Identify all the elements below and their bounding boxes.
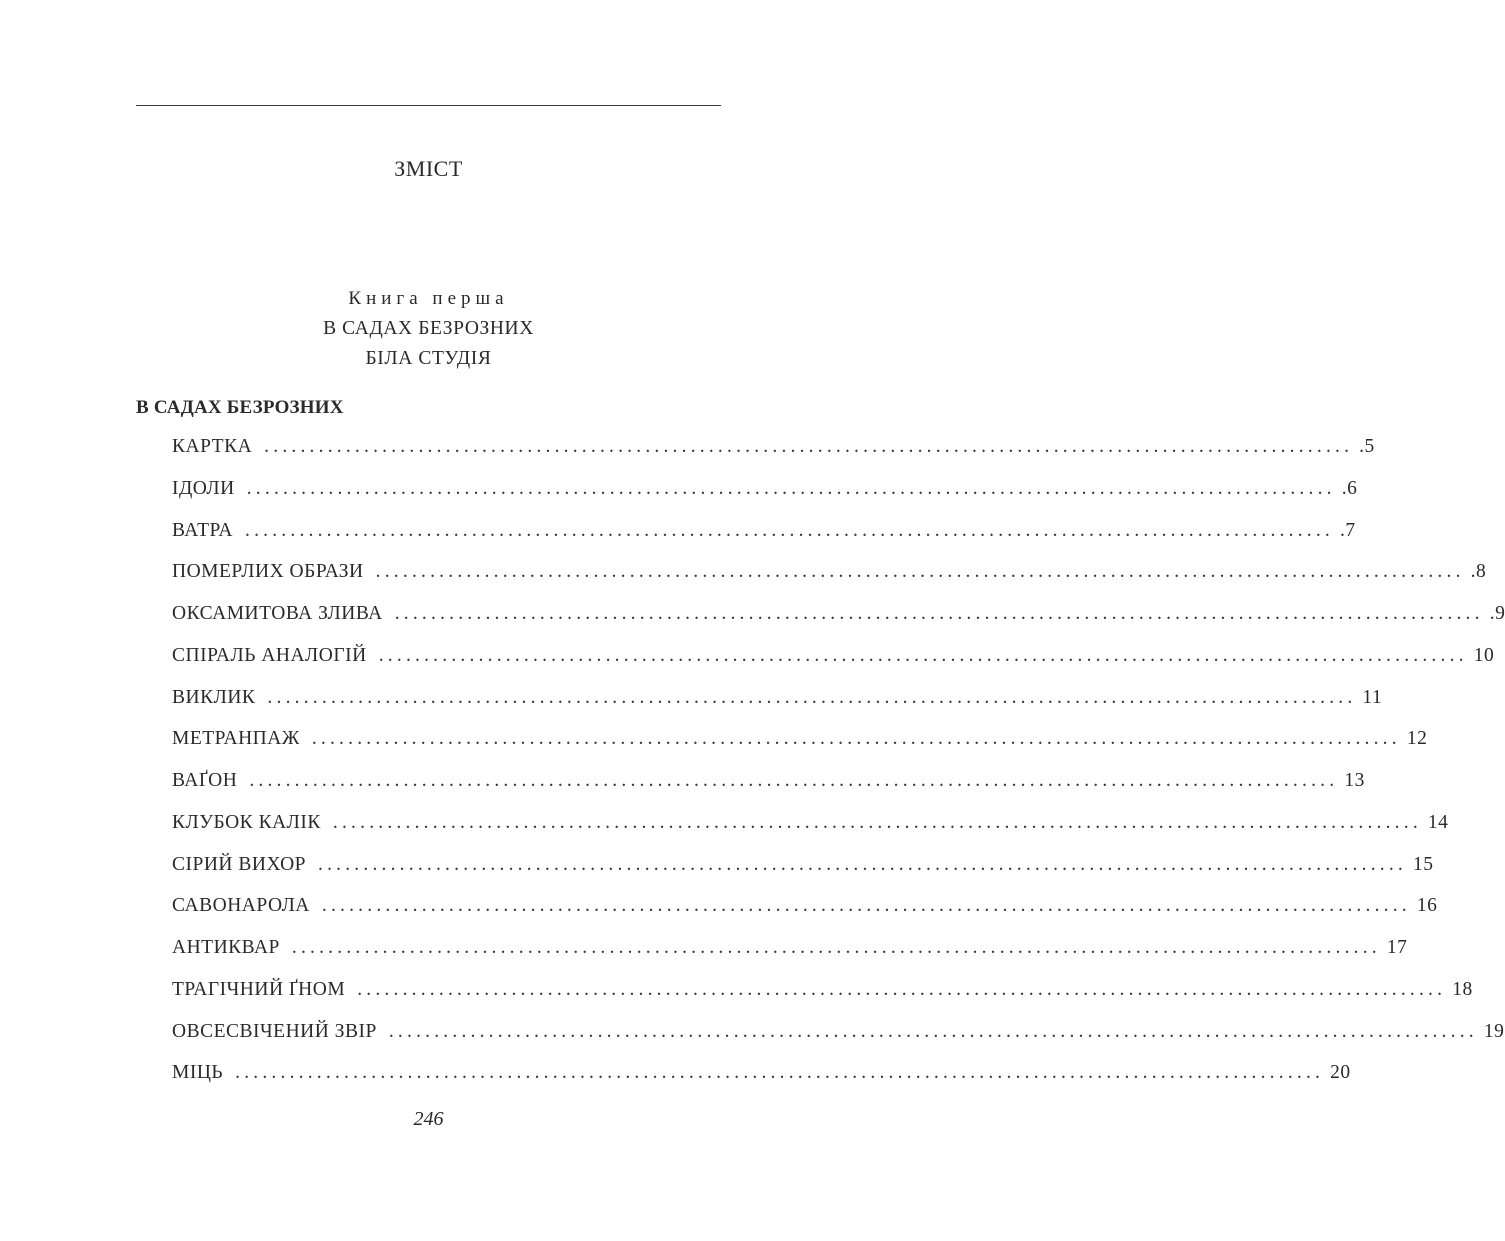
toc-entry[interactable] — [172, 644, 1495, 687]
dot-leader: ........................................................................................................................ — [388, 1020, 1478, 1042]
dot-leader: ........................................................................................................................ — [318, 853, 1407, 875]
dot-leader: ........................................................................................................................ — [267, 686, 1357, 708]
dot-leader: ........................................................................................................................ — [311, 728, 1401, 750]
toc-list — [172, 436, 1505, 1104]
dot-leader: ........................................................................................................................ — [249, 770, 1339, 791]
toc-entry[interactable] — [172, 603, 1505, 645]
toc-entry-page: .9 — [1489, 603, 1505, 624]
toc-entry-title: ТРАГІЧНИЙ ҐНОМ — [172, 978, 346, 1000]
toc-entry-title: АНТИКВАР — [172, 937, 280, 958]
book-label: Книга перша — [348, 288, 509, 309]
toc-entry[interactable] — [172, 686, 1383, 729]
toc-entry[interactable] — [172, 770, 1365, 812]
toc-entry-title: СПІРАЛЬ АНАЛОГІЙ — [172, 644, 367, 666]
toc-entry-page: .7 — [1340, 519, 1356, 541]
toc-entry-title: ВАТРА — [172, 519, 233, 541]
toc-entry-title: ІДОЛИ — [172, 477, 235, 499]
toc-entry-page: 13 — [1344, 770, 1365, 791]
book-header — [136, 284, 721, 374]
dot-leader: ........................................................................................................................ — [291, 937, 1381, 958]
toc-entry-title: МЕТРАНПАЖ — [172, 728, 300, 750]
dot-leader: ........................................................................................................................ — [378, 644, 1468, 666]
toc-entry-page: 14 — [1427, 811, 1449, 833]
toc-entry[interactable] — [172, 811, 1449, 854]
toc-entry[interactable] — [172, 477, 1358, 520]
page-title: ЗМІСТ — [394, 156, 463, 181]
toc-entry[interactable] — [172, 561, 1487, 603]
toc-entry[interactable] — [172, 895, 1438, 937]
toc-entry-page: 12 — [1406, 728, 1428, 750]
dot-leader: ........................................................................................................................ — [264, 436, 1354, 457]
toc-entry-title: КАРТКА — [172, 436, 253, 457]
toc-entry[interactable] — [172, 937, 1408, 979]
toc-entry-page: .5 — [1359, 436, 1375, 457]
toc-entry-title: САВОНАРОЛА — [172, 895, 310, 917]
toc-entry[interactable] — [172, 519, 1356, 562]
dot-leader: ........................................................................................................................ — [332, 811, 1422, 833]
toc-entry-title: ВАҐОН — [172, 770, 238, 791]
dot-leader: ........................................................................................................................ — [321, 895, 1411, 917]
toc-entry-title: ВИКЛИК — [172, 686, 256, 708]
toc-entry-page: 16 — [1416, 895, 1438, 917]
page-number: 246 — [413, 1108, 444, 1130]
toc-entry[interactable] — [172, 853, 1434, 896]
toc-entry[interactable] — [172, 1062, 1351, 1104]
toc-entry-page: 10 — [1473, 644, 1495, 666]
book-title-2: БІЛА СТУДІЯ — [365, 348, 492, 369]
toc-entry-title: МІЦЬ — [172, 1062, 224, 1084]
dot-leader: ........................................................................................................................ — [357, 978, 1447, 1000]
toc-entry-page: 19 — [1483, 1020, 1505, 1042]
toc-entry[interactable] — [172, 728, 1428, 770]
dot-leader: ........................................................................................................................ — [246, 477, 1336, 499]
toc-entry[interactable] — [172, 436, 1375, 478]
toc-entry-page: 17 — [1386, 937, 1408, 958]
toc-entry-page: 20 — [1330, 1062, 1351, 1084]
toc-entry-title: ПОМЕРЛИХ ОБРАЗИ — [172, 561, 364, 583]
header-rule — [136, 105, 721, 106]
dot-leader: ........................................................................................................................ — [235, 1062, 1325, 1084]
toc-entry-title: КЛУБОК КАЛІК — [172, 811, 321, 833]
book-title-1: В САДАХ БЕЗРОЗНИХ — [323, 318, 534, 339]
dot-leader: ........................................................................................................................ — [245, 519, 1334, 541]
toc-entry-page: .6 — [1341, 477, 1358, 499]
toc-entry-page: .8 — [1470, 561, 1487, 583]
toc-entry[interactable] — [172, 978, 1473, 1021]
toc-entry-title: ОВСЕСВІЧЕНИЙ ЗВІР — [172, 1020, 377, 1042]
dot-leader: ........................................................................................................................ — [394, 603, 1484, 624]
toc-entry-page: 15 — [1413, 853, 1434, 875]
toc-entry-title: СІРИЙ ВИХОР — [172, 853, 306, 875]
section-heading: В САДАХ БЕЗРОЗНИХ — [136, 397, 344, 418]
dot-leader: ........................................................................................................................ — [375, 561, 1465, 583]
toc-entry[interactable] — [172, 1020, 1505, 1063]
toc-entry-page: 11 — [1362, 686, 1383, 708]
toc-entry-title: ОКСАМИТОВА ЗЛИВА — [172, 603, 383, 624]
toc-entry-page: 18 — [1452, 978, 1473, 1000]
